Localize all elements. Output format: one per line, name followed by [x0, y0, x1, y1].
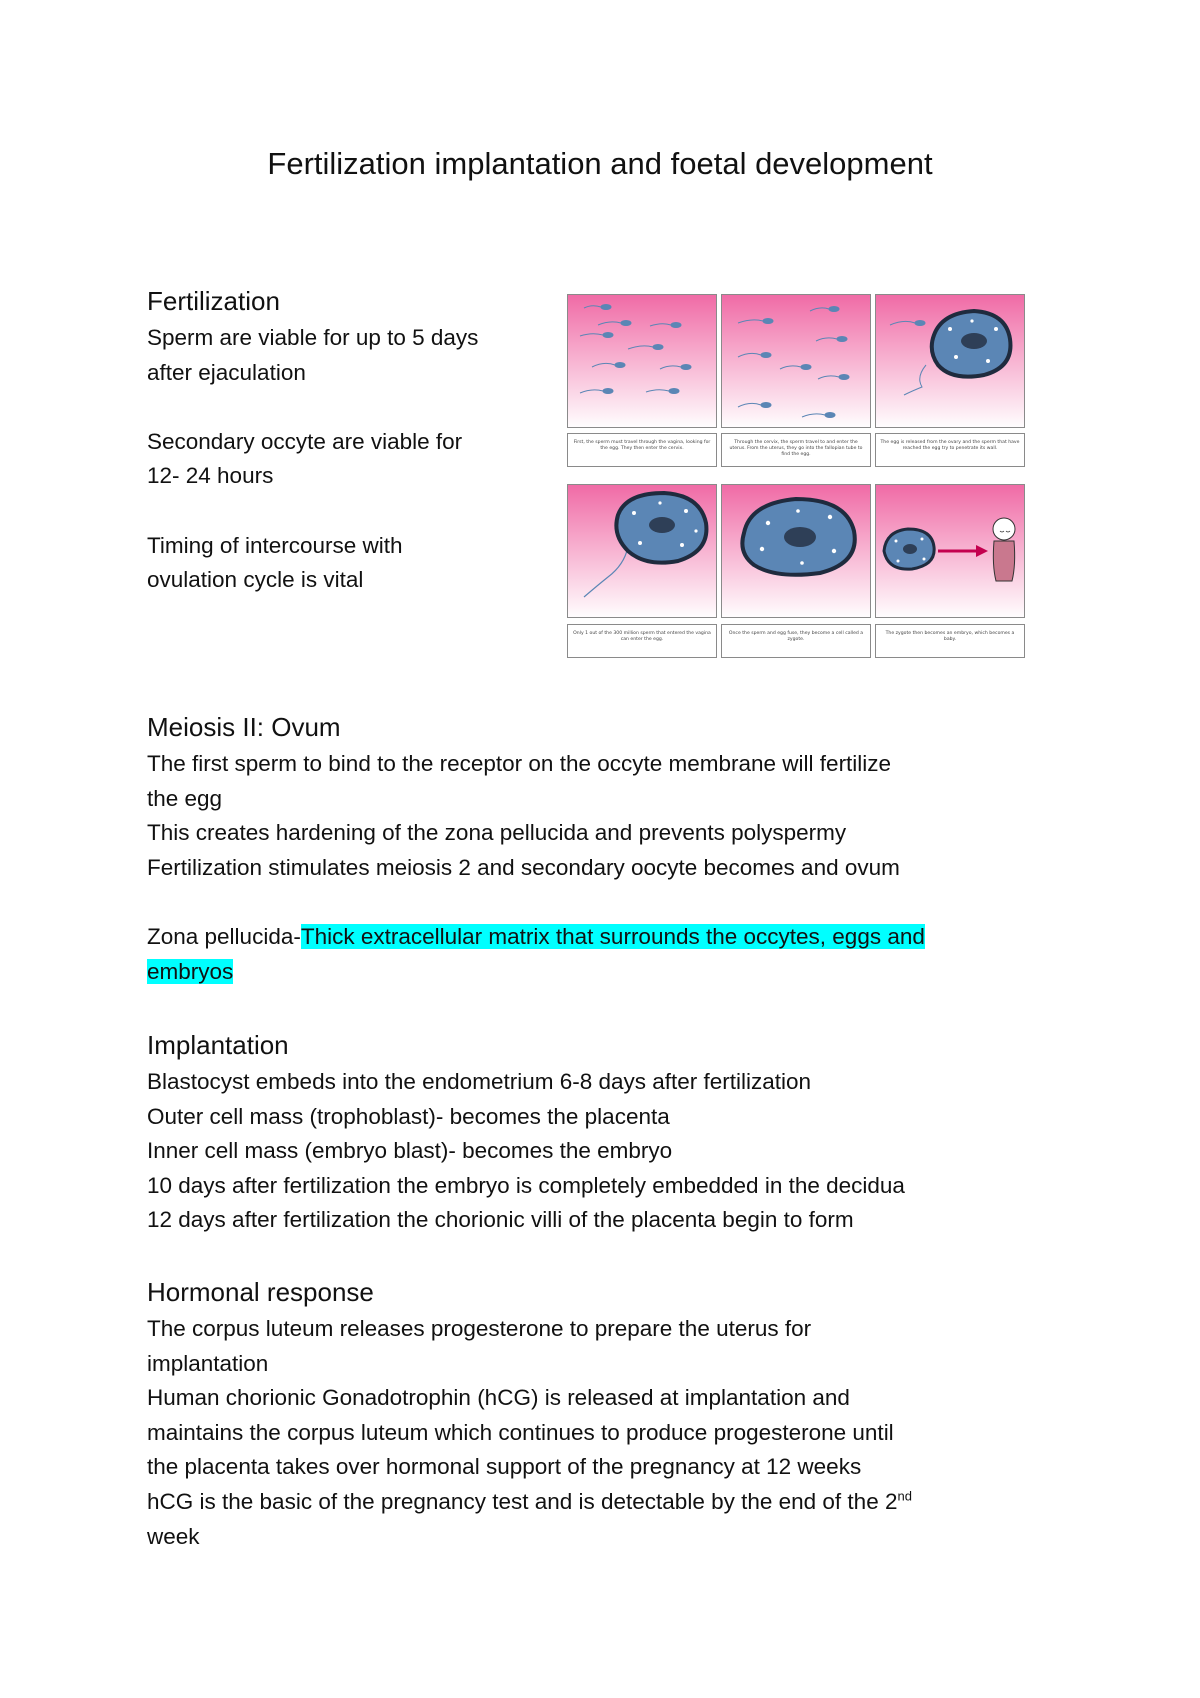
definition-highlight: embryos — [147, 958, 234, 984]
text-span: hCG is the basic of the pregnancy test and is detectable by the end of the 2 — [147, 1488, 898, 1514]
fertilization-diagram — [567, 294, 1025, 660]
text-line: ovulation cycle is vital — [147, 567, 364, 593]
text-line: 10 days after fertilization the embryo is completely embedded in the decidua — [147, 1172, 905, 1198]
text-line — [147, 1485, 912, 1520]
text-line: the egg — [147, 785, 223, 811]
text-line: Sperm are viable for up to 5 days — [147, 325, 479, 350]
text-line: The first sperm to bind to the receptor on the occyte membrane will fertilize — [147, 751, 892, 776]
text-line: Secondary occyte are viable for — [147, 428, 463, 454]
text-line: after ejaculation — [147, 359, 306, 385]
definition-line — [147, 920, 925, 955]
caption: The egg is released from the ovary and the sperm that have reached the egg try to penetrate its wall. — [875, 433, 1025, 467]
implantation-text — [147, 1065, 905, 1238]
panel-sperm-entering-egg — [567, 484, 717, 618]
text-line: Outer cell mass (trophoblast)- becomes the placenta — [147, 1103, 670, 1129]
definition-highlight: Thick extracellular matrix that surrounds the occytes, eggs and — [300, 923, 925, 949]
caption: Once the sperm and egg fuse, they become a cell called a zygote. — [721, 624, 871, 658]
text-line: implantation — [147, 1350, 269, 1376]
text-line: the placenta takes over hormonal support of the pregnancy at 12 weeks — [147, 1454, 862, 1480]
caption: Only 1 out of the 300 million sperm that entered the vagina can enter the egg. — [567, 624, 717, 658]
text-line: 12 days after fertilization the chorionic villi of the placenta begin to form — [147, 1207, 854, 1233]
panel-sperm-reaching-egg — [875, 294, 1025, 428]
panel-sperm-approaching — [721, 294, 871, 428]
superscript: nd — [897, 1488, 912, 1504]
panel-sperm-swimming — [567, 294, 717, 428]
caption: Through the cervix, the sperm travel to and enter the uterus. From the uterus, they go into the fallopian tube to find the egg. — [721, 433, 871, 467]
caption: The zygote then becomes an embryo, which becomes a baby. — [875, 624, 1025, 658]
text-line: Timing of intercourse with — [147, 532, 403, 558]
heading-hormonal: Hormonal response — [147, 1277, 374, 1307]
fertilization-text — [147, 321, 478, 598]
text-line: Blastocyst embeds into the endometrium 6-8 days after fertilization — [147, 1069, 812, 1094]
text-line: Inner cell mass (embryo blast)- becomes the embryo — [147, 1138, 673, 1164]
panel-zygote-to-baby — [875, 484, 1025, 618]
heading-implantation: Implantation — [147, 1030, 289, 1060]
text-line: This creates hardening of the zona pellucida and prevents polyspermy — [147, 820, 847, 846]
panel-zygote — [721, 484, 871, 618]
text-line: Fertilization stimulates meiosis 2 and secondary oocyte becomes and ovum — [147, 854, 900, 880]
page-title: Fertilization implantation and foetal development — [267, 146, 933, 181]
heading-meiosis: Meiosis II: Ovum — [147, 712, 341, 742]
text-line: maintains the corpus luteum which continues to produce progesterone until — [147, 1419, 894, 1445]
heading-fertilization: Fertilization — [147, 286, 280, 316]
text-line: The corpus luteum releases progesterone to prepare the uterus for — [147, 1316, 812, 1341]
text-line: 12- 24 hours — [147, 463, 274, 489]
text-line: week — [147, 1523, 200, 1549]
definition-term: Zona pellucida- — [147, 923, 301, 949]
hormonal-text — [147, 1312, 912, 1554]
text-line: Human chorionic Gonadotrophin (hCG) is released at implantation and — [147, 1385, 850, 1411]
caption: First, the sperm must travel through the vagina, looking for the egg. They then enter the cervix. — [567, 433, 717, 467]
meiosis-text — [147, 747, 925, 989]
